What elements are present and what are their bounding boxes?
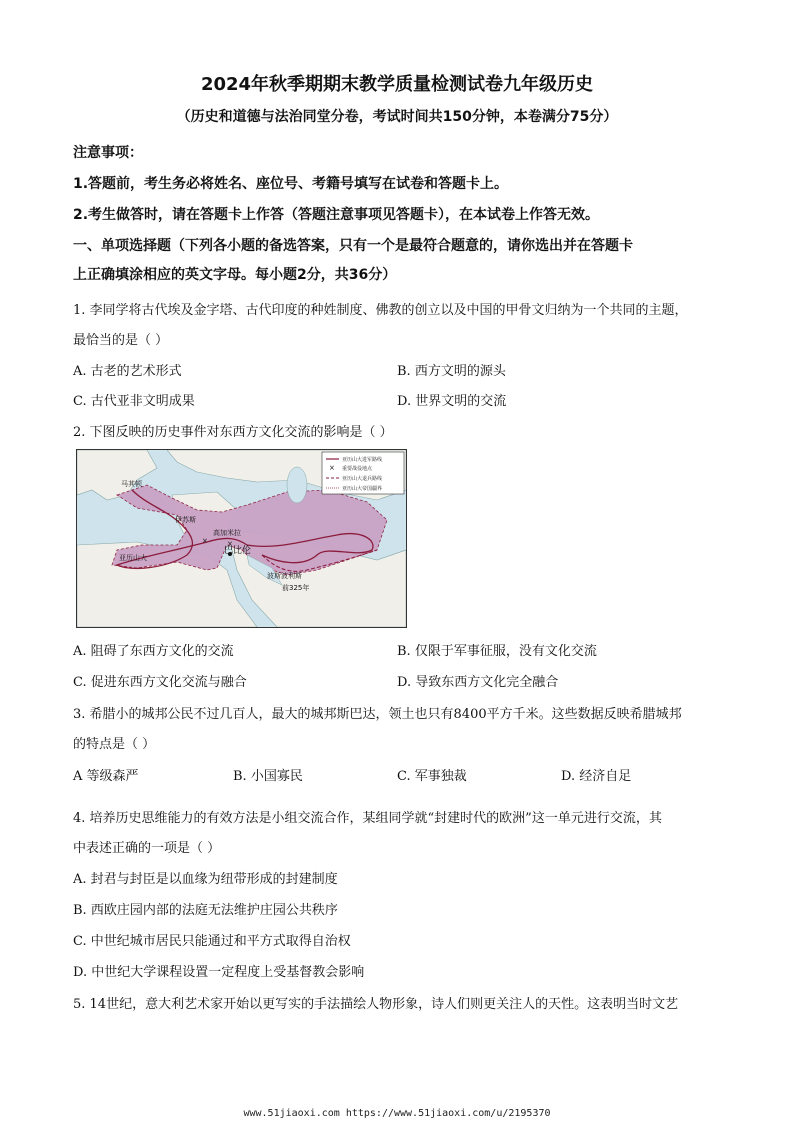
question-3-option-c: C. 军事独裁 [397,769,467,784]
question-2-option-c: C. 促进东西方文化交流与融合 [73,675,247,690]
question-4-option-a: A. 封君与封臣是以血缘为纽带形成的封建制度 [73,872,338,887]
question-1-line1: 1. 李同学将古代埃及金字塔、古代印度的种姓制度、佛教的创立以及中国的甲骨文归纳为一个共同的主题， [73,303,688,318]
svg-text:×: × [202,537,208,545]
legend-advance-route: 亚历山大进军路线 [342,457,383,463]
label-alexandria: 亚历山大 [119,554,147,562]
label-year: 前325年 [282,584,310,592]
svg-text:×: × [329,464,335,472]
question-5-line1: 5. 14世纪，意大利艺术家开始以更写实的手法描绘人物形象，诗人们则更关注人的天性。这表明当时文艺 [73,997,679,1012]
alexander-campaign-map [76,449,407,628]
question-4-option-d: D. 中世纪大学课程设置一定程度上受基督教会影响 [73,965,365,980]
question-3-line1: 3. 希腊小的城邦公民不过几百人，最大的城邦斯巴达，领土也只有8400平方千米。这些数据反映希腊城邦 [73,707,682,722]
question-1-option-b: B. 西方文明的源头 [397,364,506,379]
question-4-option-b: B. 西欧庄园内部的法庭无法维护庄园公共秩序 [73,903,338,918]
svg-text:×: × [227,540,233,548]
question-2-line1: 2. 下图反映的历史事件对东西方文化交流的影响是（ ） [73,425,393,440]
question-3-option-b: B. 小国寡民 [233,769,303,784]
question-1-option-a: A. 古老的艺术形式 [73,364,182,379]
question-1-line2: 最恰当的是（ ） [73,333,169,348]
question-2-option-d: D. 导致东西方文化完全融合 [397,675,559,690]
legend-battle-site: 重要战役地点 [342,466,373,472]
page-footer: www.51jiaoxi.com https://www.51jiaoxi.com/u/2195370 [243,1108,551,1119]
question-4-option-c: C. 中世纪城市居民只能通过和平方式取得自治权 [73,934,351,949]
question-1-option-c: C. 古代亚非文明成果 [73,394,195,409]
notice-item-2: 2.考生做答时，请在答题卡上作答（答题注意事项见答题卡），在本试卷上作答无效。 [73,207,600,223]
section-heading-line2: 上正确填涂相应的英文字母。每小题2分，共36分） [73,267,397,283]
notice-item-1: 1.答题前，考生务必将姓名、座位号、考籍号填写在试卷和答题卡上。 [73,176,509,192]
question-3-option-a: A 等级森严 [73,769,139,784]
exam-subtitle: （历史和道德与法治同堂分卷，考试时间共150分钟，本卷满分75分） [176,109,618,125]
label-babylon: 巴比伦 [224,546,252,556]
question-3-option-d: D. 经济自足 [561,769,632,784]
label-macedonia: 马其顿 [121,480,142,488]
question-3-line2: 的特点是（ ） [73,737,156,752]
exam-title: 2024年秋季期期末教学质量检测试卷九年级历史 [200,74,594,95]
notice-heading: 注意事项： [73,145,143,161]
label-gaugamela: 高加米拉 [213,529,241,537]
legend-empire-border: 亚历山大帝国疆界 [342,486,383,492]
section-heading-line1: 一、单项选择题（下列各小题的备选答案，只有一个是最符合题意的，请你选出并在答题卡 [73,238,633,254]
map-legend [322,452,404,494]
question-1-option-d: D. 世界文明的交流 [397,394,507,409]
question-2-option-a: A. 阻碍了东西方文化的交流 [73,644,234,659]
question-2-option-b: B. 仅限于军事征服，没有文化交流 [397,644,597,659]
question-4-line2: 中表述正确的一项是（ ） [73,841,221,856]
label-persepolis: 波斯波利斯 [267,572,302,580]
label-issus: 伊苏斯 [175,516,196,524]
legend-retreat-route: 亚历山大退兵路线 [342,476,383,482]
question-4-line1: 4. 培养历史思维能力的有效方法是小组交流合作，某组同学就“封建时代的欧洲”这一单元进行交流，其 [73,811,662,826]
